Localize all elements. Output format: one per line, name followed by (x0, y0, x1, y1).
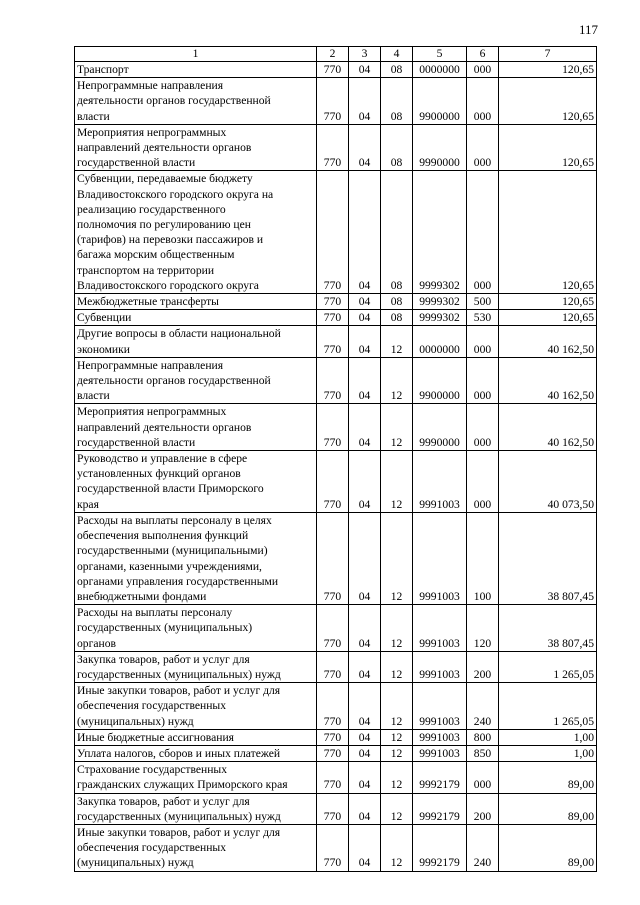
column-header: 2 (317, 47, 349, 62)
expense-type-cell: 530 (467, 310, 499, 326)
table-row (75, 62, 597, 78)
column-header: 7 (499, 47, 597, 62)
subsection-code-cell: 12 (381, 605, 413, 652)
row-name-cell: Закупка товаров, работ и услуг для государственных (муниципальных) нужд (75, 793, 317, 824)
section-code-cell: 04 (349, 62, 381, 78)
ministry-code-cell: 770 (317, 745, 349, 761)
row-name-cell: Расходы на выплаты персоналу в целях обеспечения выполнения функций государственными (муниципальными) органами, казенными учреждениями, органами управления государственными внебюджетными фондами (75, 512, 317, 604)
target-article-cell: 9992179 (413, 762, 467, 793)
amount-cell: 120,65 (499, 62, 597, 78)
expense-type-cell: 000 (467, 326, 499, 357)
section-code-cell: 04 (349, 294, 381, 310)
target-article-cell: 9991003 (413, 512, 467, 604)
column-header: 1 (75, 47, 317, 62)
amount-cell: 120,65 (499, 124, 597, 171)
subsection-code-cell: 08 (381, 294, 413, 310)
row-name-cell: Транспорт (75, 62, 317, 78)
row-name-cell: Иные закупки товаров, работ и услуг для обеспечения государственных (муниципальных) нужд (75, 683, 317, 730)
target-article-cell: 9900000 (413, 357, 467, 404)
amount-cell: 40 073,50 (499, 451, 597, 513)
column-header: 3 (349, 47, 381, 62)
expense-type-cell: 120 (467, 605, 499, 652)
target-article-cell: 0000000 (413, 326, 467, 357)
row-name-cell: Мероприятия непрограммных направлений деятельности органов государственной власти (75, 124, 317, 171)
target-article-cell: 9999302 (413, 294, 467, 310)
ministry-code-cell: 770 (317, 404, 349, 451)
subsection-code-cell: 08 (381, 171, 413, 294)
ministry-code-cell: 770 (317, 729, 349, 745)
column-header: 5 (413, 47, 467, 62)
amount-cell: 89,00 (499, 824, 597, 871)
ministry-code-cell: 770 (317, 824, 349, 871)
amount-cell: 40 162,50 (499, 404, 597, 451)
ministry-code-cell: 770 (317, 62, 349, 78)
expense-type-cell: 000 (467, 762, 499, 793)
subsection-code-cell: 12 (381, 762, 413, 793)
budget-table (74, 46, 597, 872)
table-row (75, 171, 597, 294)
ministry-code-cell: 770 (317, 357, 349, 404)
table-row (75, 78, 597, 125)
expense-type-cell: 240 (467, 824, 499, 871)
amount-cell: 120,65 (499, 310, 597, 326)
row-name-cell: Уплата налогов, сборов и иных платежей (75, 745, 317, 761)
row-name-cell: Расходы на выплаты персоналу государственных (муниципальных) органов (75, 605, 317, 652)
row-name-cell: Руководство и управление в сфере установленных функций органов государственной власти Приморского края (75, 451, 317, 513)
amount-cell: 1 265,05 (499, 683, 597, 730)
amount-cell: 1 265,05 (499, 651, 597, 682)
target-article-cell: 9999302 (413, 310, 467, 326)
target-article-cell: 0000000 (413, 62, 467, 78)
section-code-cell: 04 (349, 605, 381, 652)
expense-type-cell: 200 (467, 793, 499, 824)
row-name-cell: Закупка товаров, работ и услуг для государственных (муниципальных) нужд (75, 651, 317, 682)
amount-cell: 38 807,45 (499, 512, 597, 604)
section-code-cell: 04 (349, 310, 381, 326)
target-article-cell: 9991003 (413, 745, 467, 761)
section-code-cell: 04 (349, 78, 381, 125)
subsection-code-cell: 08 (381, 78, 413, 125)
amount-cell: 120,65 (499, 294, 597, 310)
ministry-code-cell: 770 (317, 78, 349, 125)
table-row (75, 310, 597, 326)
subsection-code-cell: 12 (381, 357, 413, 404)
row-name-cell: Субвенции (75, 310, 317, 326)
section-code-cell: 04 (349, 683, 381, 730)
expense-type-cell: 000 (467, 171, 499, 294)
subsection-code-cell: 12 (381, 745, 413, 761)
expense-type-cell: 800 (467, 729, 499, 745)
ministry-code-cell: 770 (317, 512, 349, 604)
expense-type-cell: 000 (467, 62, 499, 78)
expense-type-cell: 200 (467, 651, 499, 682)
ministry-code-cell: 770 (317, 326, 349, 357)
row-name-cell: Межбюджетные трансферты (75, 294, 317, 310)
subsection-code-cell: 12 (381, 683, 413, 730)
expense-type-cell: 000 (467, 124, 499, 171)
ministry-code-cell: 770 (317, 294, 349, 310)
subsection-code-cell: 08 (381, 124, 413, 171)
table-row (75, 326, 597, 357)
target-article-cell: 9999302 (413, 171, 467, 294)
expense-type-cell: 000 (467, 357, 499, 404)
column-header: 6 (467, 47, 499, 62)
section-code-cell: 04 (349, 745, 381, 761)
target-article-cell: 9990000 (413, 124, 467, 171)
subsection-code-cell: 12 (381, 326, 413, 357)
subsection-code-cell: 12 (381, 404, 413, 451)
target-article-cell: 9992179 (413, 824, 467, 871)
header-row (75, 47, 597, 62)
amount-cell: 120,65 (499, 171, 597, 294)
table-row (75, 729, 597, 745)
row-name-cell: Страхование государственных гражданских служащих Приморского края (75, 762, 317, 793)
section-code-cell: 04 (349, 124, 381, 171)
target-article-cell: 9992179 (413, 793, 467, 824)
amount-cell: 89,00 (499, 762, 597, 793)
subsection-code-cell: 12 (381, 793, 413, 824)
expense-type-cell: 000 (467, 404, 499, 451)
expense-type-cell: 240 (467, 683, 499, 730)
section-code-cell: 04 (349, 729, 381, 745)
row-name-cell: Непрограммные направления деятельности органов государственной власти (75, 78, 317, 125)
amount-cell: 120,65 (499, 78, 597, 125)
expense-type-cell: 000 (467, 451, 499, 513)
section-code-cell: 04 (349, 357, 381, 404)
amount-cell: 38 807,45 (499, 605, 597, 652)
ministry-code-cell: 770 (317, 651, 349, 682)
amount-cell: 40 162,50 (499, 357, 597, 404)
expense-type-cell: 500 (467, 294, 499, 310)
section-code-cell: 04 (349, 171, 381, 294)
target-article-cell: 9990000 (413, 404, 467, 451)
table-row (75, 745, 597, 761)
ministry-code-cell: 770 (317, 793, 349, 824)
target-article-cell: 9991003 (413, 605, 467, 652)
ministry-code-cell: 770 (317, 762, 349, 793)
table-row (75, 793, 597, 824)
target-article-cell: 9991003 (413, 651, 467, 682)
section-code-cell: 04 (349, 824, 381, 871)
ministry-code-cell: 770 (317, 683, 349, 730)
table-row (75, 512, 597, 604)
section-code-cell: 04 (349, 404, 381, 451)
ministry-code-cell: 770 (317, 605, 349, 652)
ministry-code-cell: 770 (317, 310, 349, 326)
amount-cell: 40 162,50 (499, 326, 597, 357)
subsection-code-cell: 08 (381, 62, 413, 78)
expense-type-cell: 850 (467, 745, 499, 761)
row-name-cell: Субвенции, передаваемые бюджету Владивостокского городского округа на реализацию государственного полномочия по регулированию цен (тарифов) на перевозки пассажиров и багажа морским общественным транспортом на территории Владивостокского городского округа (75, 171, 317, 294)
target-article-cell: 9900000 (413, 78, 467, 125)
row-name-cell: Другие вопросы в области национальной экономики (75, 326, 317, 357)
subsection-code-cell: 12 (381, 451, 413, 513)
table-row (75, 357, 597, 404)
amount-cell: 89,00 (499, 793, 597, 824)
ministry-code-cell: 770 (317, 124, 349, 171)
section-code-cell: 04 (349, 326, 381, 357)
table-row (75, 294, 597, 310)
expense-type-cell: 000 (467, 78, 499, 125)
row-name-cell: Мероприятия непрограммных направлений деятельности органов государственной власти (75, 404, 317, 451)
table-row (75, 683, 597, 730)
subsection-code-cell: 08 (381, 310, 413, 326)
ministry-code-cell: 770 (317, 451, 349, 513)
section-code-cell: 04 (349, 793, 381, 824)
section-code-cell: 04 (349, 762, 381, 793)
table-row (75, 651, 597, 682)
target-article-cell: 9991003 (413, 683, 467, 730)
amount-cell: 1,00 (499, 729, 597, 745)
table-row (75, 824, 597, 871)
row-name-cell: Иные закупки товаров, работ и услуг для обеспечения государственных (муниципальных) нужд (75, 824, 317, 871)
subsection-code-cell: 12 (381, 651, 413, 682)
ministry-code-cell: 770 (317, 171, 349, 294)
subsection-code-cell: 12 (381, 729, 413, 745)
table-row (75, 762, 597, 793)
row-name-cell: Непрограммные направления деятельности органов государственной власти (75, 357, 317, 404)
column-header: 4 (381, 47, 413, 62)
amount-cell: 1,00 (499, 745, 597, 761)
target-article-cell: 9991003 (413, 451, 467, 513)
table-row (75, 605, 597, 652)
page-number: 117 (578, 22, 598, 37)
row-name-cell: Иные бюджетные ассигнования (75, 729, 317, 745)
expense-type-cell: 100 (467, 512, 499, 604)
table-row (75, 124, 597, 171)
subsection-code-cell: 12 (381, 824, 413, 871)
section-code-cell: 04 (349, 451, 381, 513)
section-code-cell: 04 (349, 512, 381, 604)
section-code-cell: 04 (349, 651, 381, 682)
table-row (75, 451, 597, 513)
subsection-code-cell: 12 (381, 512, 413, 604)
table-row (75, 404, 597, 451)
target-article-cell: 9991003 (413, 729, 467, 745)
